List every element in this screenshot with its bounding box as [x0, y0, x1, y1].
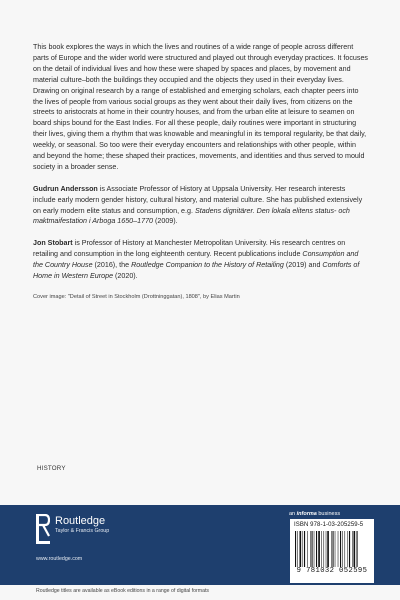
- barcode-bar: [352, 531, 353, 567]
- barcode-bar: [338, 531, 339, 567]
- barcode-bar: [342, 531, 343, 567]
- barcode-bar: [331, 531, 332, 567]
- text-column: [33, 42, 369, 301]
- author-name: Gudrun Andersson: [33, 184, 98, 193]
- informa-suffix: business: [316, 511, 341, 517]
- bio-text: (2009).: [153, 217, 178, 226]
- isbn-barcode-block: [290, 519, 374, 583]
- ebook-availability-note: Routledge titles are available as eBook editions in a range of digital formats: [36, 588, 210, 594]
- routledge-logo: [36, 513, 146, 553]
- informa-brand: informa: [296, 511, 317, 517]
- bio-text: (2020).: [113, 272, 138, 280]
- barcode-bar: [333, 531, 334, 567]
- barcode-bar: [300, 531, 302, 567]
- cover-image-credit: Cover image: "Detail of Street in Stockholm (Drottninggatan), 1808", by Elias Martin: [33, 293, 240, 300]
- publisher-group: Taylor & Francis Group: [55, 528, 110, 534]
- barcode-icon: [294, 531, 370, 567]
- routledge-r-icon: [36, 514, 50, 544]
- barcode-bar: [314, 531, 315, 567]
- barcode-bar: [303, 531, 304, 567]
- publisher-band: [0, 505, 400, 585]
- book-title: Routledge Companion to the History of Retailing: [131, 261, 284, 270]
- bio-text: is Associate Professor of History at Uppsala University. Her research interests include early modern gender history, cultural history, and material culture. She has published extensively on early modern elite status and consumption, e.g.: [33, 184, 363, 215]
- barcode-bar: [357, 531, 358, 567]
- barcode-bar: [348, 531, 349, 567]
- barcode-bar: [349, 531, 350, 567]
- barcode-bar: [354, 531, 356, 567]
- barcode-bar: [327, 531, 329, 567]
- bio-text: (2019) and: [283, 261, 323, 270]
- author-bio-andersson: [33, 184, 369, 228]
- informa-prefix: an: [289, 511, 297, 517]
- bio-text: is Professor of History at Manchester Metropolitan University. His research centres on retailing and consumption in the long eighteenth century. Recent publications include: [33, 239, 346, 259]
- book-title: Consumption and the Country House: [33, 250, 359, 270]
- blurb-paragraph: This book explores the ways in which the lives and routines of a wide range of people across different parts of Europe and the wider world were structured and played out through everyday practices. It focuses on the detail of individual lives and how these were shaped by spaces and places, by movement and material culture–both the buildings they occupied and the objects they used in their everyday lives. Drawing on original research by a range of established and emerging scholars, each chapter peers into the lives of people from various social groups as they went about their daily lives, from citizens on the streets to aristocrats at home in their country houses, and from the urban elite at leisure to seamen on board ships bound for the East Indies. For all these people, daily routines were important in structuring their lives, giving them a rhythm that was knowable and meaningful in its temporal regularity, be that daily, weekly, or seasonal. So too were their everyday encounters and relationships with other people, within and beyond the home; these shaped their practices, movements, and identities and thus served to mould society in a broader sense.: [33, 43, 368, 171]
- barcode-bar: [297, 531, 298, 567]
- barcode-bar: [312, 531, 313, 567]
- barcode-bar: [307, 531, 308, 567]
- book-title: Comforts of Home in Western Europe: [33, 261, 360, 280]
- barcode-digits: 9 781032 052595: [296, 567, 368, 575]
- logo-wordmark: [55, 515, 109, 535]
- book-description: [33, 42, 369, 173]
- barcode-bar: [304, 531, 305, 567]
- barcode-bar: [335, 531, 336, 567]
- barcode-bar: [326, 531, 327, 567]
- publisher-website[interactable]: www.routledge.com: [36, 556, 83, 562]
- barcode-bar: [324, 531, 325, 567]
- author-bio-stobart: [33, 238, 369, 282]
- informa-business-label: [289, 511, 340, 517]
- barcode-bar: [310, 531, 311, 567]
- barcode-bar: [316, 531, 317, 567]
- subject-category: HISTORY: [37, 465, 66, 472]
- publisher-name: Routledge: [55, 515, 106, 527]
- barcode-bar: [345, 531, 346, 567]
- bio-text: (2016), the: [92, 261, 132, 270]
- barcode-bar: [340, 531, 341, 567]
- barcode-bar: [295, 531, 296, 567]
- barcode-bar: [318, 531, 320, 567]
- isbn-label: ISBN 978-1-03-205259-5: [294, 522, 364, 528]
- book-title: Stadens dignitärer. Den lokala elitens status- och maktmaifestation i Arboga 1650–1770: [33, 206, 350, 226]
- author-name: Jon Stobart: [33, 239, 73, 248]
- barcode-bar: [321, 531, 322, 567]
